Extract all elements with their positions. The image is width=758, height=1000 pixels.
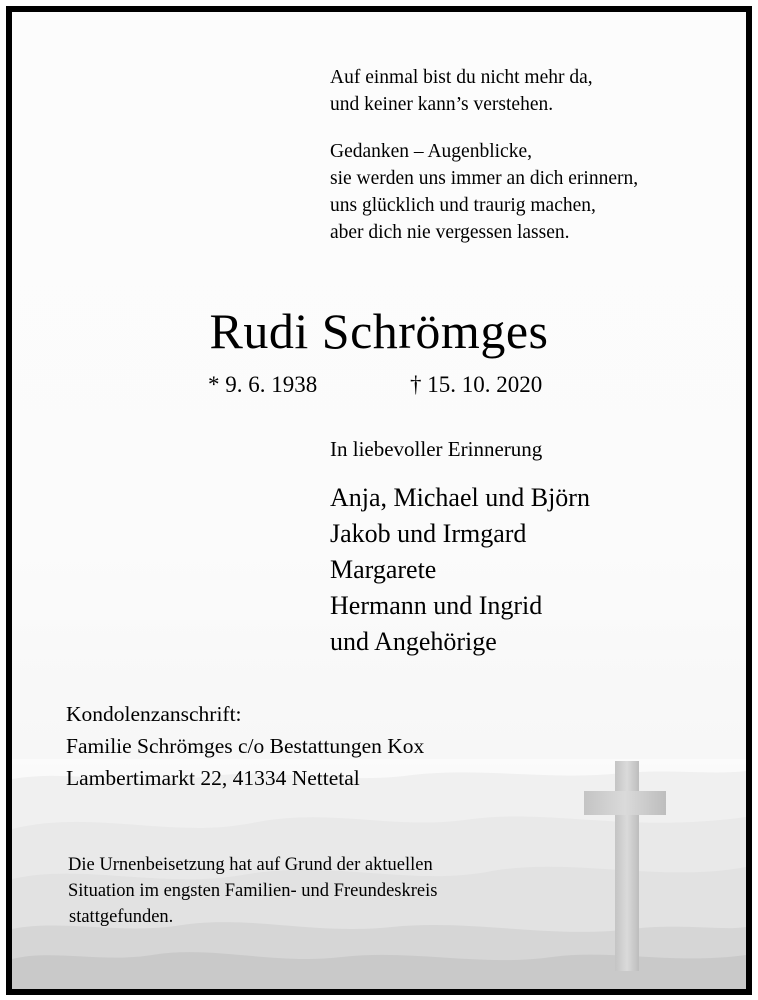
birth-date: * 9. 6. 1938: [208, 372, 318, 397]
mourner-line: Jakob und Irmgard: [330, 519, 527, 548]
deceased-name: Rudi Schrömges: [209, 303, 549, 359]
poem-line: Auf einmal bist du nicht mehr da,: [330, 67, 593, 88]
burial-notice: [68, 852, 437, 930]
notice-line: Situation im engsten Familien- und Freundeskreis: [68, 881, 438, 901]
mourner-line: Margarete: [330, 555, 437, 584]
notice-line: stattgefunden.: [69, 907, 174, 927]
memorial-line: In liebevoller Erinnerung: [330, 437, 543, 461]
condolence-line: Lambertimarkt 22, 41334 Nettetal: [66, 766, 360, 790]
notice-line: Die Urnenbeisetzung hat auf Grund der aktuellen: [68, 855, 433, 875]
poem-line: Gedanken – Augenblicke,: [330, 141, 532, 162]
poem-line: sie werden uns immer an dich erinnern,: [330, 168, 639, 189]
black-border-frame: [6, 6, 752, 995]
mourner-line: Anja, Michael und Björn: [330, 483, 590, 512]
poem-stanza-1: [330, 64, 593, 118]
condolence-line: Familie Schrömges c/o Bestattungen Kox: [66, 734, 425, 758]
poem-line: uns glücklich und traurig machen,: [330, 195, 596, 216]
mourner-line: und Angehörige: [330, 627, 497, 656]
poem-line: aber dich nie vergessen lassen.: [330, 222, 570, 243]
poem-line: und keiner kann’s verstehen.: [330, 94, 554, 115]
condolence-address: [66, 698, 424, 794]
condolence-label: Kondolenzanschrift:: [66, 702, 242, 726]
poem-stanza-2: [330, 138, 638, 246]
mourner-line: Hermann und Ingrid: [330, 591, 543, 620]
death-date: † 15. 10. 2020: [410, 372, 543, 397]
mourners-list: [330, 480, 590, 660]
